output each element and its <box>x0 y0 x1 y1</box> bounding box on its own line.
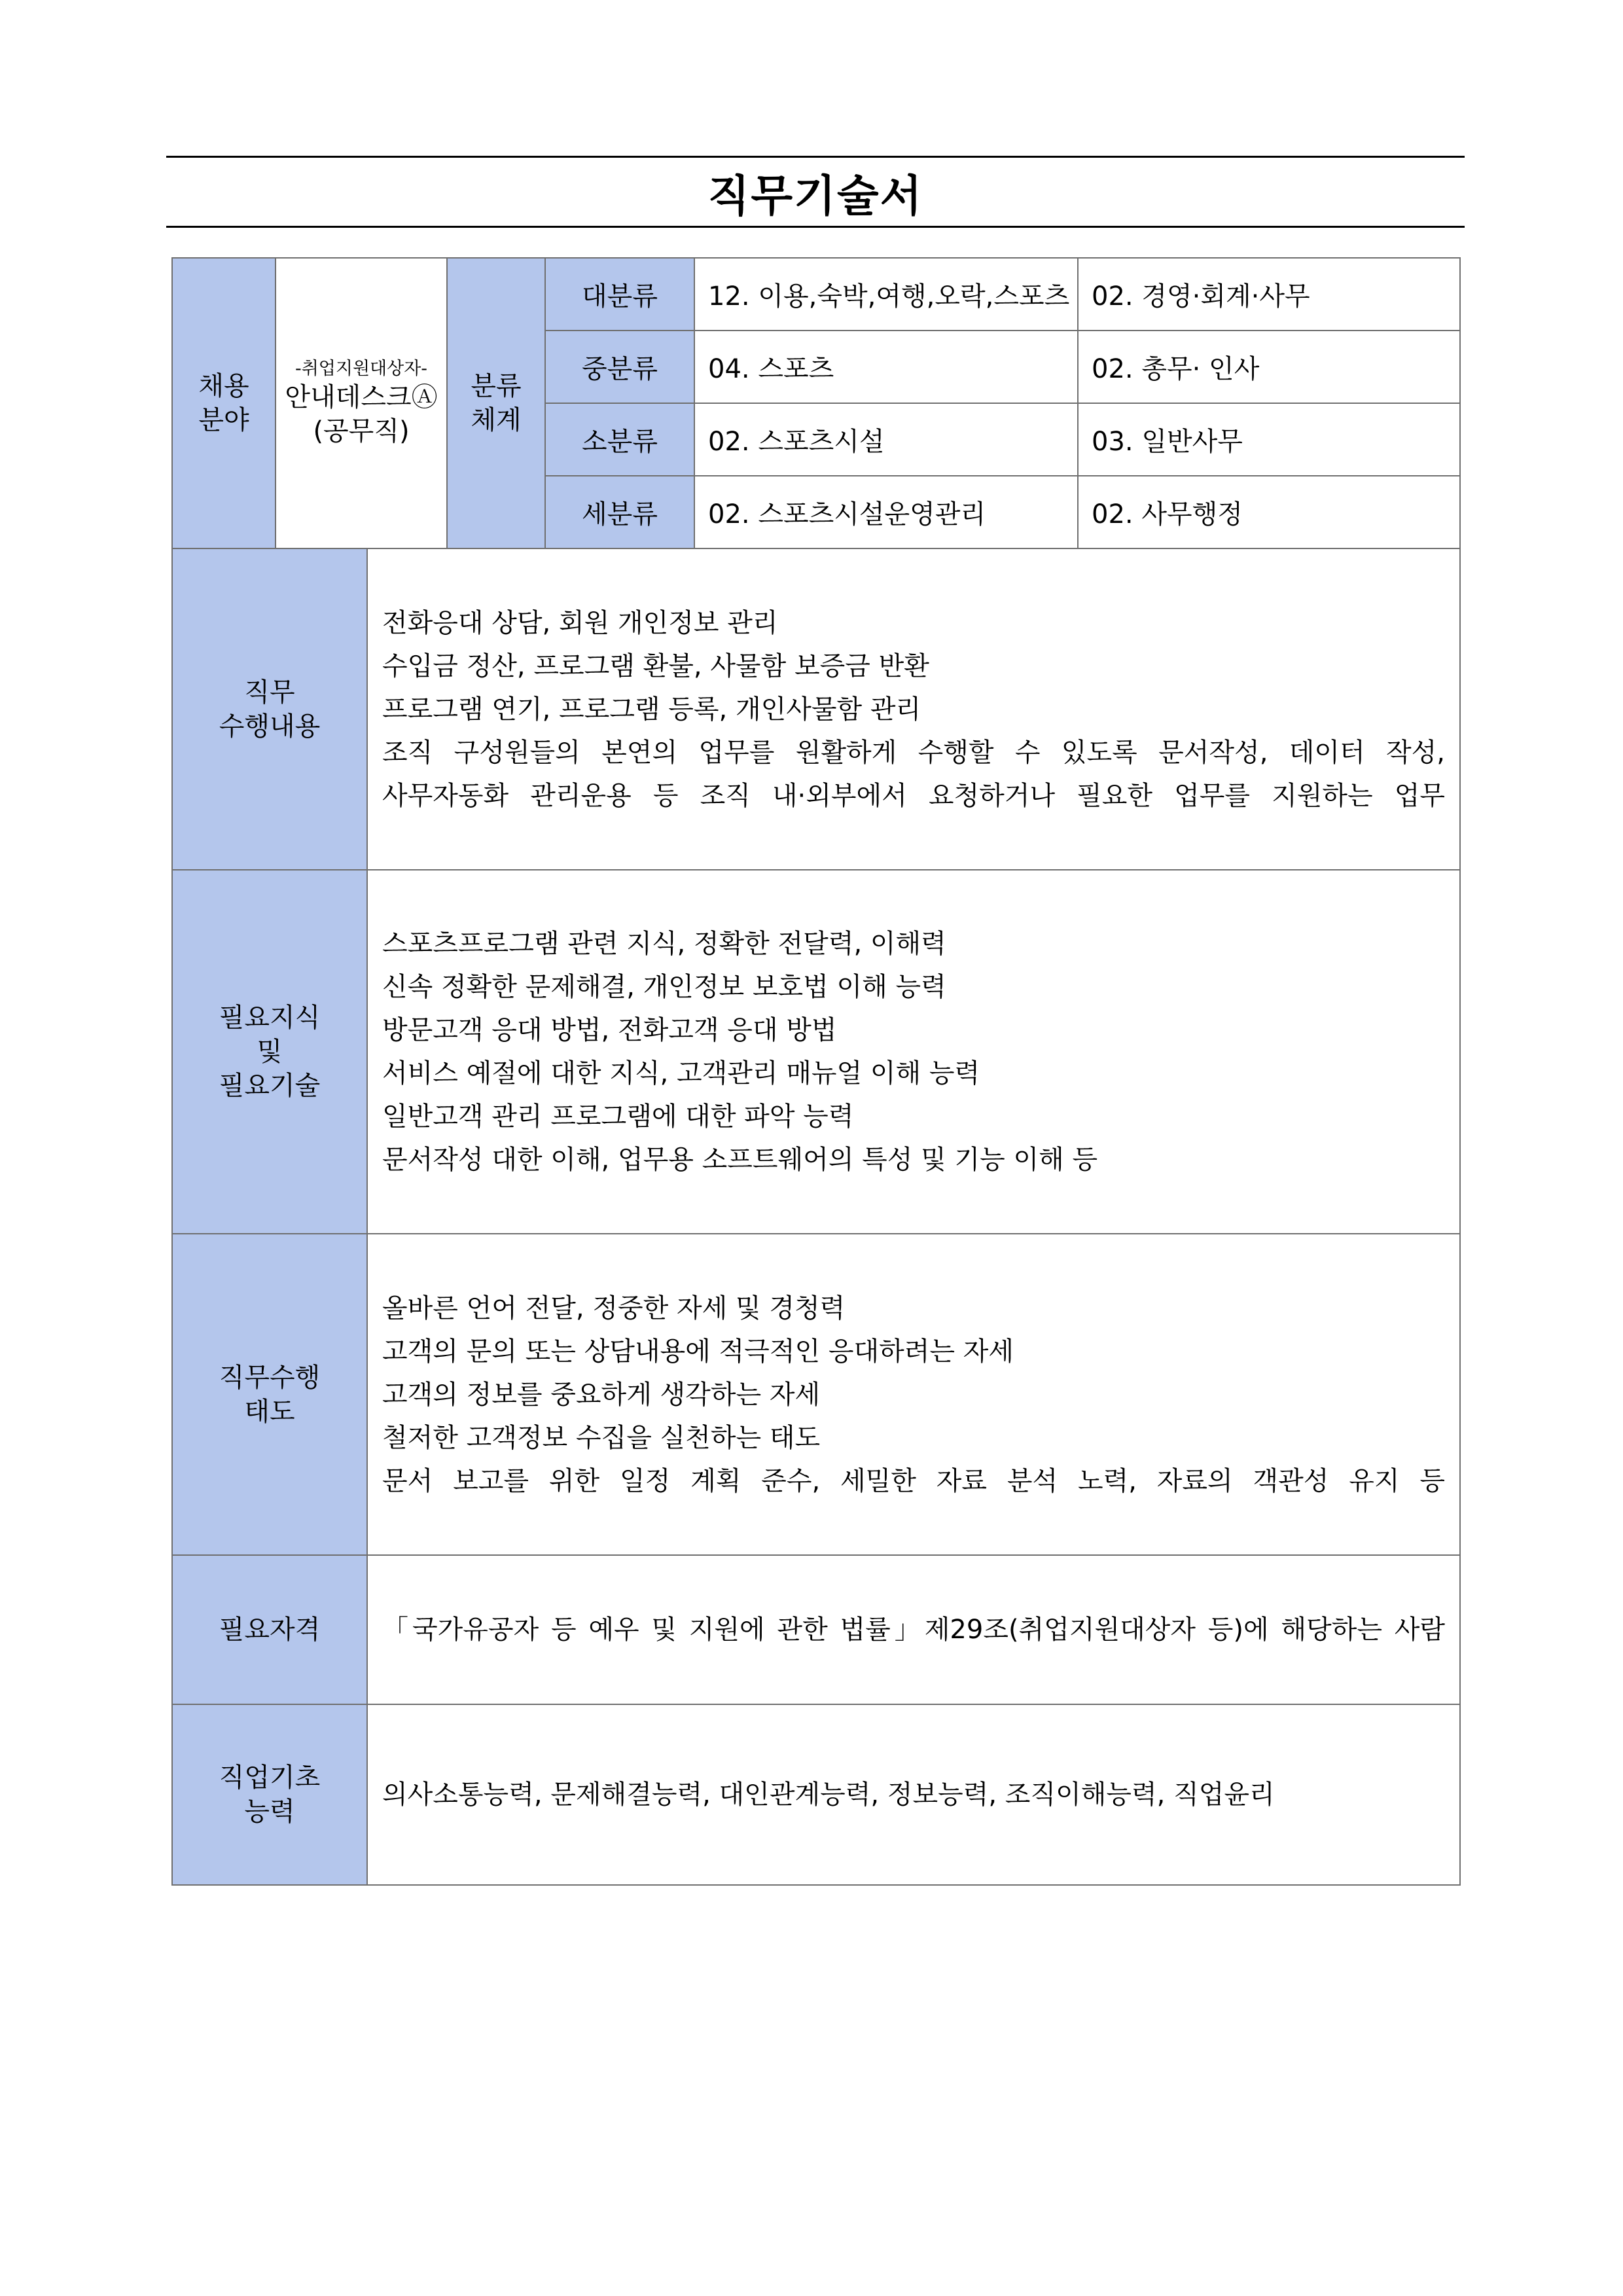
section-attitude-row <box>172 1234 1460 1555</box>
classification-value-a: 02. 스포츠시설 <box>694 403 1078 476</box>
label-line: 필요기술 <box>219 1071 321 1101</box>
recruit-position-cell <box>276 258 447 548</box>
section-label <box>172 1704 367 1885</box>
recruit-field-label <box>172 258 276 548</box>
classification-value-a: 12. 이용,숙박,여행,오락,스포츠 <box>694 258 1078 331</box>
content-line: 문서작성 대한 이해, 업무용 소프트웨어의 특성 및 기능 이해 등 <box>382 1145 1098 1175</box>
section-content <box>367 1234 1460 1555</box>
content-line: 문서 보고를 위한 일정 계획 준수, 세밀한 자료 분석 노력, 자료의 객관성 유지 등 <box>382 1465 1446 1496</box>
section-label <box>172 870 367 1234</box>
classification-value-b: 02. 경영·회계·사무 <box>1078 258 1460 331</box>
content-line: 전화응대 상담, 회원 개인정보 관리 <box>382 607 778 638</box>
label-line: 분야 <box>198 405 249 435</box>
label-line: 직업기초 <box>219 1763 321 1793</box>
classification-label <box>447 258 545 548</box>
content-line: 고객의 문의 또는 상담내용에 적극적인 응대하려는 자세 <box>382 1336 1014 1367</box>
label-line: 직무 <box>244 677 295 708</box>
section-knowledge-row <box>172 870 1460 1234</box>
level-label: 대분류 <box>545 258 694 331</box>
section-content <box>367 1704 1460 1885</box>
label-line: 능력 <box>244 1797 295 1827</box>
label-line: 분류 <box>471 371 522 401</box>
content-line: 수입금 정산, 프로그램 환불, 사물함 보증금 반환 <box>382 651 929 681</box>
section-duties-row <box>172 548 1460 870</box>
position-name: 안내데스크Ⓐ <box>285 382 438 412</box>
level-label: 세분류 <box>545 476 694 548</box>
job-description-table <box>171 257 1461 1886</box>
classification-value-a: 04. 스포츠 <box>694 331 1078 403</box>
level-label: 중분류 <box>545 331 694 403</box>
section-competency-row <box>172 1704 1460 1885</box>
content-line: 고객의 정보를 중요하게 생각하는 자세 <box>382 1379 821 1410</box>
label-line: 채용 <box>198 371 249 401</box>
content-line: 의사소통능력, 문제해결능력, 대인관계능력, 정보능력, 조직이해능력, 직업윤리 <box>382 1780 1275 1810</box>
content-line: 서비스 예절에 대한 지식, 고객관리 매뉴얼 이해 능력 <box>382 1058 980 1088</box>
label-line: 필요자격 <box>219 1615 321 1645</box>
level-label: 소분류 <box>545 403 694 476</box>
content-line: 올바른 언어 전달, 정중한 자세 및 경청력 <box>382 1293 846 1323</box>
content-line: 사무자동화 관리운용 등 조직 내·외부에서 요청하거나 필요한 업무를 지원하는 업무 <box>382 780 1446 811</box>
classification-value-b: 03. 일반사무 <box>1078 403 1460 476</box>
label-line: 체계 <box>471 405 522 435</box>
content-line: 신속 정확한 문제해결, 개인정보 보호법 이해 능력 <box>382 972 946 1002</box>
content-line: 조직 구성원들의 본연의 업무를 원활하게 수행할 수 있도록 문서작성, 데이터 작성, <box>382 737 1446 768</box>
content-line: 일반고객 관리 프로그램에 대한 파악 능력 <box>382 1102 854 1132</box>
section-content <box>367 548 1460 870</box>
content-line: 프로그램 연기, 프로그램 등록, 개인사물함 관리 <box>382 694 921 725</box>
section-label <box>172 1555 367 1704</box>
label-line: 수행내용 <box>219 711 321 742</box>
section-label <box>172 548 367 870</box>
document-title-bar <box>166 156 1465 228</box>
section-label <box>172 1234 367 1555</box>
section-content <box>367 1555 1460 1704</box>
classification-value-b: 02. 사무행정 <box>1078 476 1460 548</box>
classification-value-a: 02. 스포츠시설운영관리 <box>694 476 1078 548</box>
section-content <box>367 870 1460 1234</box>
label-line: 필요지식 <box>219 1003 321 1033</box>
classification-value-b: 02. 총무· 인사 <box>1078 331 1460 403</box>
position-type: (공무직) <box>313 416 410 446</box>
section-qualification-row <box>172 1555 1460 1704</box>
label-line: 및 <box>257 1037 283 1067</box>
classification-row-major <box>172 258 1460 331</box>
content-line: 「국가유공자 등 예우 및 지원에 관한 법률」제29조(취업지원대상자 등)에 해당하는 사람 <box>382 1615 1446 1645</box>
position-subtitle: -취업지원대상자- <box>294 359 428 379</box>
label-line: 직무수행 <box>219 1362 321 1393</box>
content-line: 철저한 고객정보 수집을 실천하는 태도 <box>382 1422 821 1453</box>
content-line: 방문고객 응대 방법, 전화고객 응대 방법 <box>382 1015 837 1045</box>
label-line: 태도 <box>244 1396 295 1427</box>
content-line: 스포츠프로그램 관련 지식, 정확한 전달력, 이해력 <box>382 929 946 959</box>
document-title: 직무기술서 <box>707 170 923 221</box>
